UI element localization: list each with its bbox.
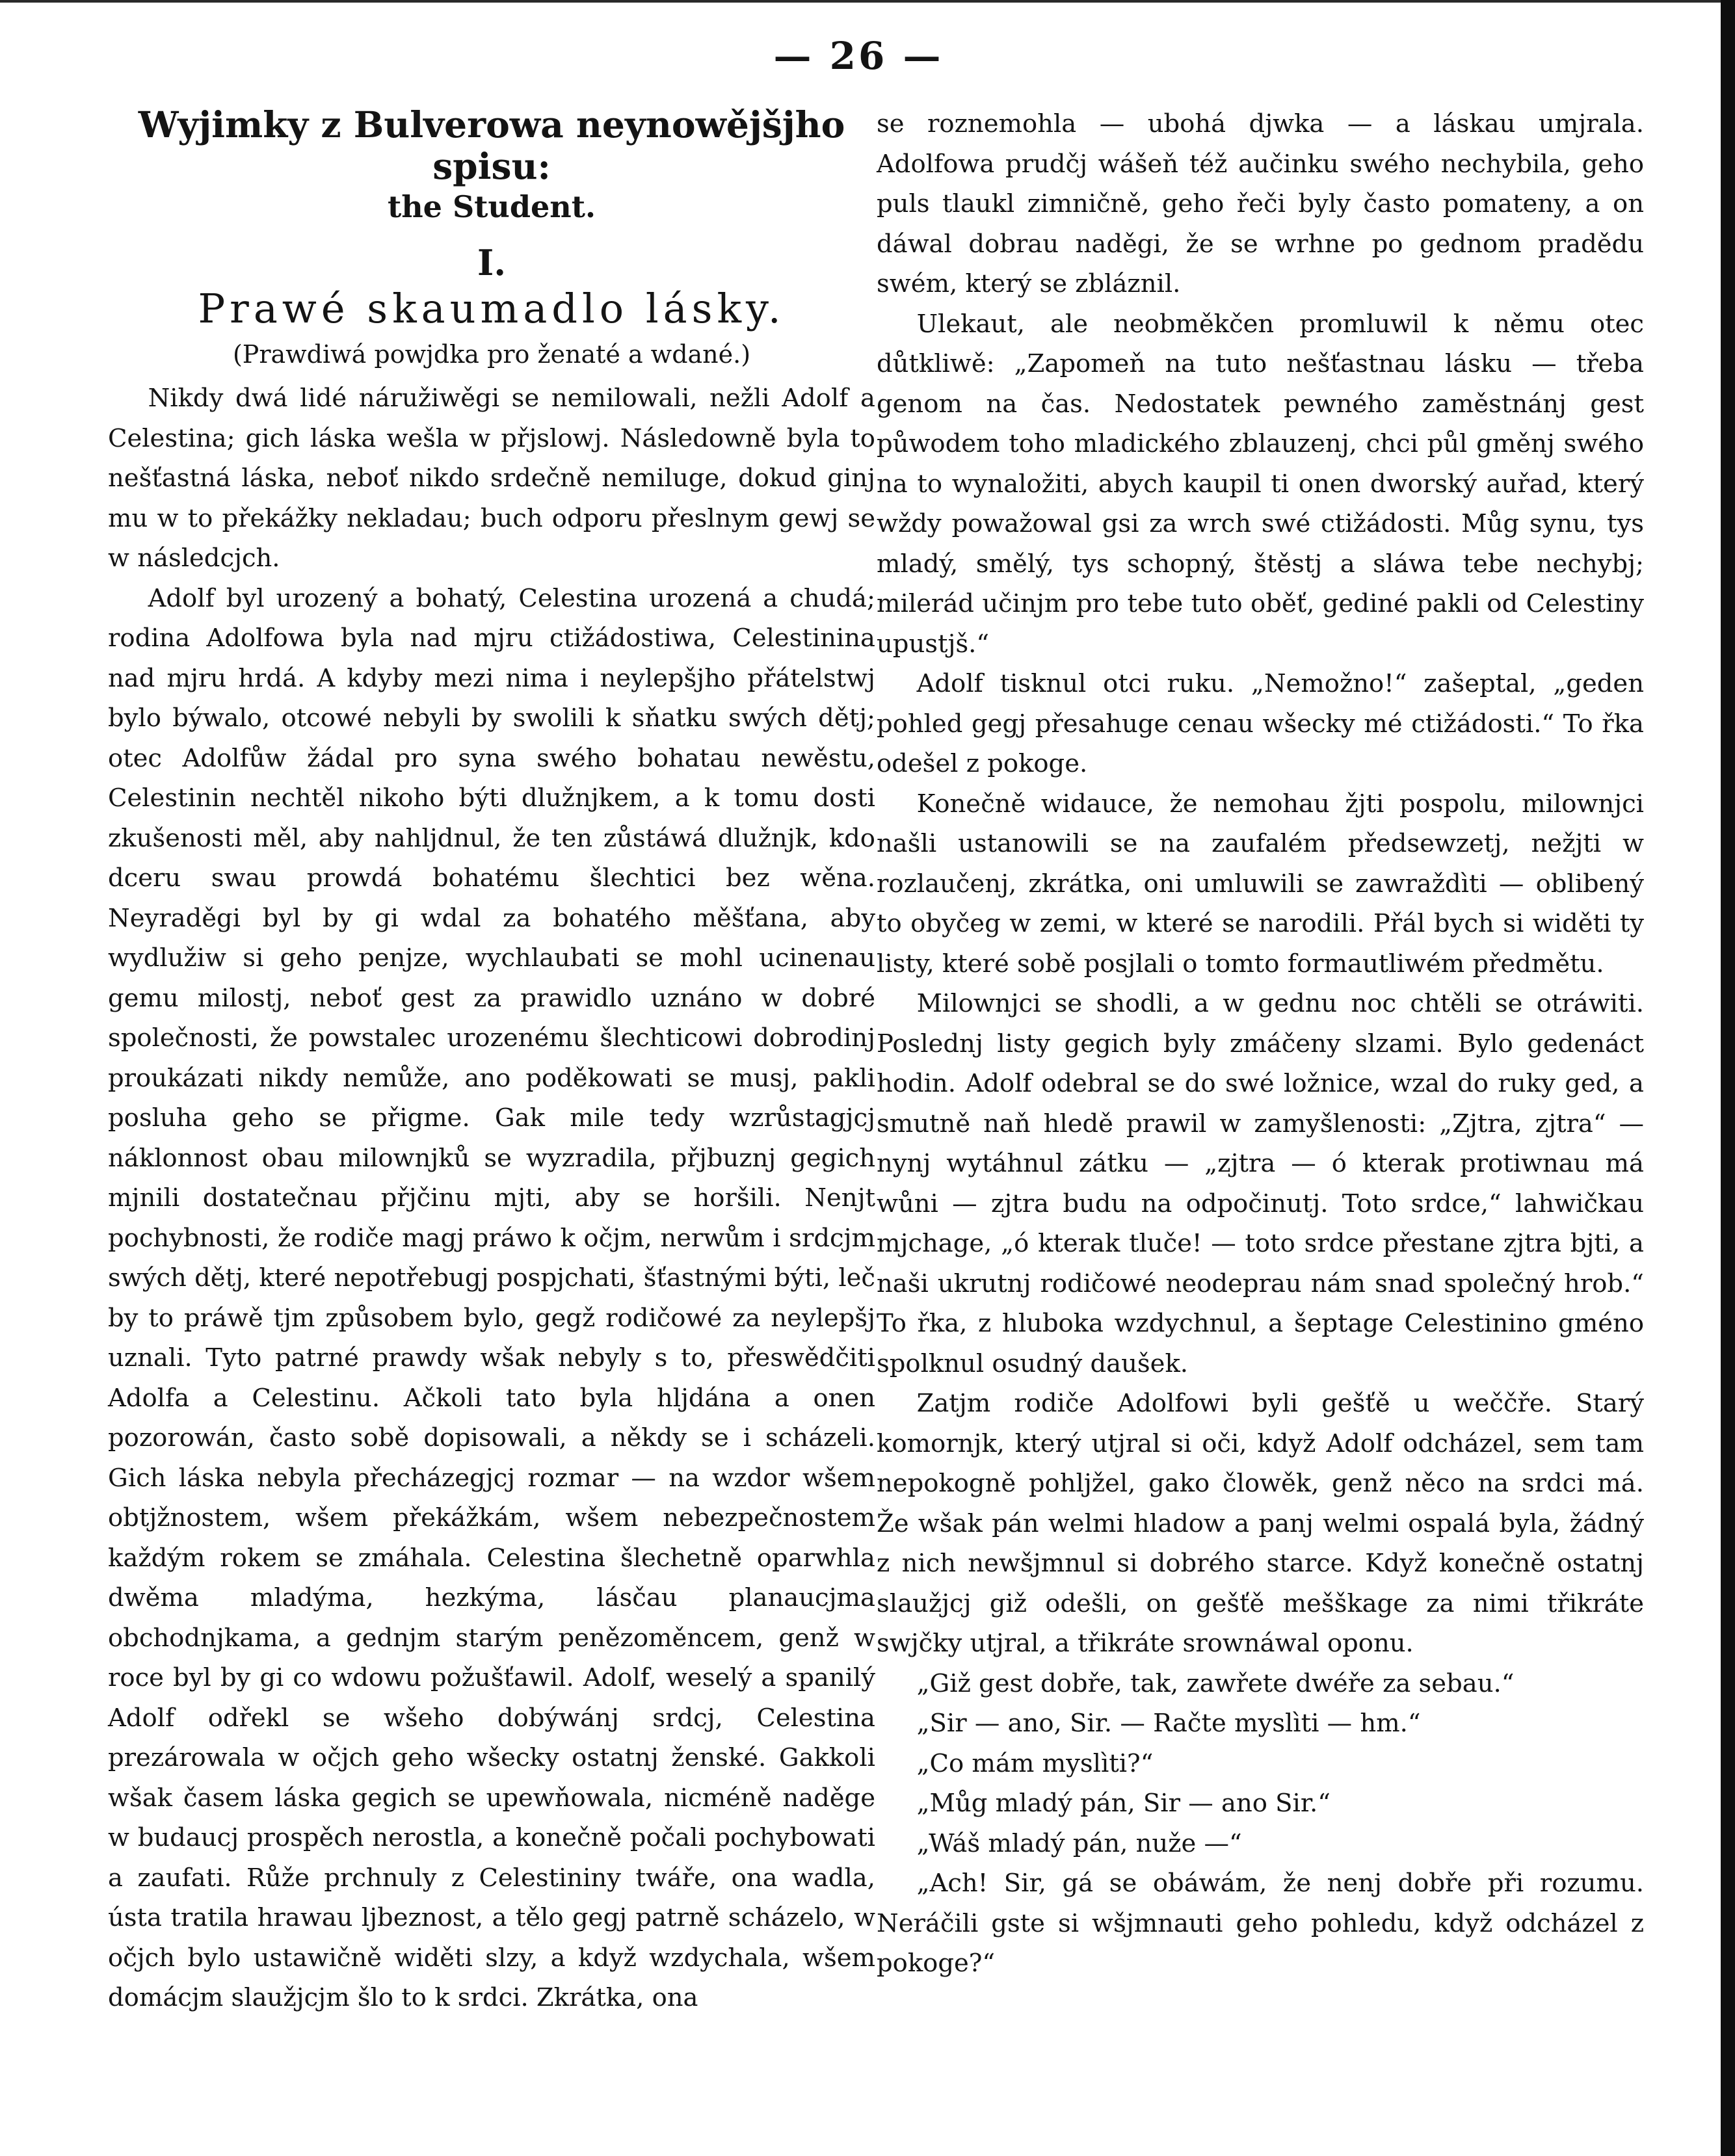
scan-top-edge [0,0,1735,3]
dialogue-line: „Můg mladý pán, Sir — ano Sir.“ [916,1789,1331,1818]
dialogue-line: „Wáš mladý pán, nuže —“ [916,1828,1242,1858]
left-column [108,104,875,2018]
section-title: Prawé skaumadlo lásky. [198,285,786,332]
paragraph: se roznemohla — ubohá djwka — a láskau umjrala. Adolfowa prudčj wášeň též aučinku swého nechybila, geho puls tlaukl zimničně, geho řeči byly často pomateny, a on dáwal dobrau naděgi, že se wrhne po gednom pradědu swém, který se zbláznil. [877,109,1644,298]
paragraph: Konečně widauce, že nemohau žjti pospolu, milownjci našli ustanowili se na zaufalém předsewzetj, nežjti w rozlaučenj, zkrátka, oni umluwili se zawraždìti — oblibený to obyčeg w zemi, w které se narodili. Přál bych si widěti ty listy, které sobě posjlali o tomto formautliwém předmětu. [877,789,1644,979]
dialogue-line: „Giž gest dobře, tak, zawřete dwéře za sebau.“ [916,1668,1515,1698]
section-subtitle: (Prawdiwá powjdka pro ženaté a wdané.) [232,340,751,369]
paragraph: Milownjci se shodli, a w gednu noc chtěli se otráwiti. Poslednj listy gegich byly zmáčeny slzami. Bylo gedenáct hodin. Adolf odebral se do swé ložnice, wzal do ruky ged, a smutně naň hledě prawil w zamyšlenosti: „Zjtra, zjtra“ — nynj wytáhnul zátku — „zjtra — ó kterak protiwnau má wůni — zjtra budu na odpočinutj. Toto srdce,“ lahwičkau mjchage, „ó kterak tluče! — toto srdce přestane zjtra bjti, a naši ukrutnj rodičowé neodeprau nám snad společný hrob.“ To řka, z hluboka wzdychnul, a šeptage Celestinino gméno spolknul osudný daušek. [877,989,1644,1378]
page-number: — 26 — [773,34,944,78]
right-column [877,104,1644,1984]
paragraph: Ulekaut, ale neobměkčen promluwil k němu otec důtkliwě: „Zapomeň na tuto nešťastnau lásku — třeba genom na čas. Nedostatek pewného zaměstnánj gest půwodem toho mladického zblauzenj, chci půl gměnj swého na to wynaložiti, abych kaupil ti onen dworský auřad, který wždy powažowal gsi za wrch swé ctižádosti. Můg synu, tys mladý, smělý, tys schopný, štěstj a sláwa tebe nechybj; milerád učinjm pro tebe tuto oběť, gediné pakli od Celestiny upustjš.“ [877,309,1644,659]
scan-right-edge [1721,0,1735,2156]
dialogue-line: „Sir — ano, Sir. — Račte myslìti — hm.“ [916,1709,1421,1738]
paragraph: Adolf byl urozený a bohatý, Celestina urozená a chudá; rodina Adolfowa byla nad mjru ctižádostiwa, Celestinina nad mjru hrdá. A kdyby mezi nima i neylepšjho přátelstwj bylo býwalo, otcowé nebyli by swolili k sňatku swých dětj; otec Adolfůw žádal pro syna swého bohatau newěstu, Celestinin nechtěl nikoho býti dlužnjkem, a k tomu dosti zkušenosti měl, aby nahljdnul, že ten zůstáwá dlužnjk, kdo dceru swau prowdá bohatému šlechtici bez wěna. Neyraděgi byl by gi wdal za bohatého měšťana, aby wydlužiw si geho penjze, wychlaubati se mohl ucinenau gemu milostj, neboť gest za prawidlo uznáno w dobré společnosti, že powstalec urozenému šlechticowi dobrodinj proukázati nikdy nemůže, ano poděkowati se musj, pakli posluha geho se přigme. Gak mile tedy wzrůstagjcj náklonnost obau milownjků se wyzradila, přjbuznj gegich mjnili dostatečnau přjčinu mjti, aby se horšili. Nenjt pochybnosti, že rodiče magj práwo k očjm, nerwům i srdcjm swých dětj, které nepotřebugj pospjchati, šťastnými býti, leč by to práwě tjm způsobem bylo, gegž rodičowé za neylepšj uznali. Tyto patrné prawdy wšak nebyly s to, přeswědčiti Adolfa a Celestinu. Ačkoli tato byla hljdána a onen pozorowán, často sobě dopisowali, a někdy se i scházeli. Gich láska nebyla přecházegjcj rozmar — na wzdor wšem obtjžnostem, wšem překážkám, wšem nebezpečnostem každým rokem se zmáhala. Celestina šlechetně oparwhla dwěma mladýma, hezkýma, lásčau planaucjma obchodnjkama, a gednjm starým penězoměncem, genž w roce byl by gi co wdowu požušťawil. Adolf, weselý a spanilý Adolf odřekl se wšeho dobýwánj srdcj, Celestina prezárowala w očjch geho wšecky ostatnj ženské. Gakkoli wšak časem láska gegich se upewňowala, nicméně naděge w budaucj prospěch nerostla, a konečně počali pochybowati a zaufati. Růže prchnuly z Celestininy twáře, ona wadla, ústa tratila hrawau ljbeznost, a tělo gegj patrně scházelo, w očjch bylo ustawičně widěti slzy, a když wzdychala, wšem domácjm slaužjcjm šlo to k srdci. Zkrátka, ona [108,583,875,2012]
article-title: Wyjimky z Bulverowa neynowějšjho spisu: [138,103,845,187]
paragraph: Zatjm rodiče Adolfowi byli gešťě u weččře. Starý komornjk, který utjral si oči, když Adolf odcházel, sem tam nepokogně pohljžel, gako člowěk, genž něco na srdci má. Že wšak pán welmi hladow a panj welmi ospalá byla, žádný z nich newšjmnul si dobrého starce. Když konečně ostatnj slaužjcj giž odešli, on gešťě mešškage za nimi třikráte swjčky utjral, a třikráte srownáwal oponu. [877,1389,1644,1658]
paragraph: Adolf tisknul otci ruku. „Nemožno!“ zašeptal, „geden pohled gegj přesahuge cenau wšecky mé ctižádosti.“ To řka odešel z pokoge. [877,669,1644,778]
dialogue-line: „Co mám myslìti?“ [916,1748,1154,1778]
article-subtitle: the Student. [387,189,596,224]
paragraph: Nikdy dwá lidé náružiwěgi se nemilowali, nežli Adolf a Celestina; gich láska wešla w přjslowj. Následowně byla to nešťastná láska, neboť nikdo srdečně nemiluge, dokud ginj mu w to překážky nekladau; buch odporu přeslnym gewj se w následcjch. [108,384,875,573]
section-number: I. [477,242,507,283]
dialogue-line: „Ach! Sir, gá se obáwám, že nenj dobře při rozumu. Neráčili gste si wšjmnauti geho pohledu, když odcházel z pokoge?“ [877,1869,1644,1978]
